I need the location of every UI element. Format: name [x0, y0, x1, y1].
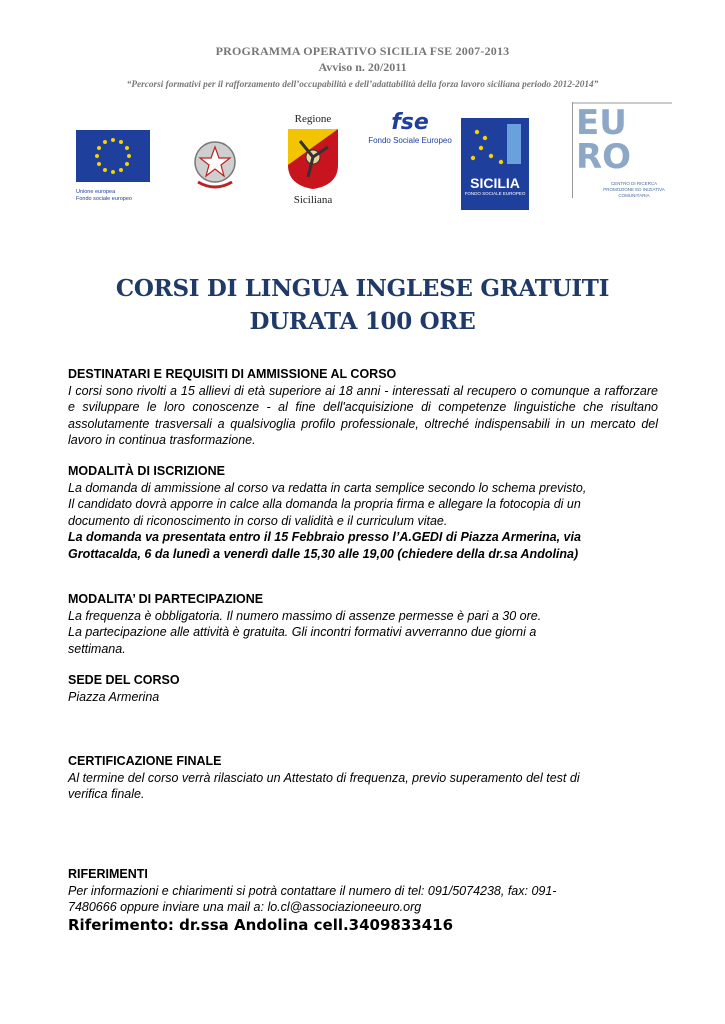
section-partecipazione [68, 591, 658, 657]
svg-text:RO: RO [576, 137, 632, 172]
trinacria-shield-icon [286, 127, 340, 191]
section-heading: MODALITÀ DI ISCRIZIONE [68, 464, 225, 478]
sicilia-label: SICILIA [470, 175, 520, 191]
stars-icon [461, 118, 529, 170]
eu-caption-line1: Unione europea [76, 189, 116, 195]
svg-text:EU: EU [576, 103, 627, 143]
fse-logo [362, 110, 458, 155]
section-destinatari [68, 366, 658, 449]
section-line: settimana. [68, 641, 126, 656]
section-sede [68, 672, 658, 705]
regione-top-text: Regione [294, 113, 332, 125]
section-line: La frequenza è obbligatoria. Il numero massimo di assenze permesse è pari a 30 ore. [68, 608, 542, 623]
star-emblem-icon [190, 138, 240, 194]
section-line: documento di riconoscimento in corso di validità e il curriculum vitae. [68, 513, 448, 528]
eu-logo [76, 130, 150, 200]
eu-flag-icon [76, 130, 150, 182]
sicilia-sub: FONDO SOCIALE EUROPEO [464, 191, 526, 196]
eu-caption-line2: Fondo sociale europeo [76, 195, 132, 202]
euro-caption: CENTRO DI RICERCA PROMOZIONE ED INIZIATIVA COMUNITARIA [603, 181, 665, 198]
section-heading: MODALITA’ DI PARTECIPAZIONE [68, 592, 264, 606]
program-subtitle: “Percorsi formativi per il rafforzamento dell’occupabilità e dell’adattabilità della forza lavoro siciliana periodo 2012-2014” [126, 80, 599, 90]
section-heading: CERTIFICAZIONE FINALE [68, 754, 222, 768]
section-line: La domanda di ammissione al corso va redatta in carta semplice secondo lo schema previsto, [68, 480, 587, 495]
notice-number: Avviso n. 20/2011 [318, 60, 407, 74]
section-line-bold: Grottacalda, 6 da lunedì a venerdì dalle 15,30 alle 19,00 (chiedere della dr.sa Andolina) [68, 546, 579, 561]
regione-bottom-text: Siciliana [293, 194, 333, 206]
italian-republic-emblem [190, 138, 240, 194]
main-title-line2: DURATA 100 ORE [249, 308, 476, 335]
euro-logo [572, 102, 672, 198]
contact-reference: Riferimento: dr.ssa Andolina cell.3409833416 [68, 916, 454, 934]
program-title: PROGRAMMA OPERATIVO SICILIA FSE 2007-2013 [215, 44, 510, 58]
section-iscrizione [68, 463, 658, 562]
section-heading: RIFERIMENTI [68, 867, 148, 881]
section-line: 7480666 oppure inviare una mail a: lo.cl@associazioneeuro.org [68, 900, 422, 914]
section-line: Il candidato dovrà apporre in calce alla domanda la propria firma e allegare la fotocopia di un [68, 497, 581, 511]
fse-mark: fse [391, 110, 429, 135]
section-line: Al termine del corso verrà rilasciato un Attestato di frequenza, previo superamento del test di [68, 770, 580, 785]
sicilia-fse-logo [461, 118, 529, 210]
section-riferimenti [68, 866, 658, 916]
section-line: verifica finale. [68, 787, 145, 801]
section-body: I corsi sono rivolti a 15 allievi di età superiore ai 18 anni - interessati al recupero o comunque a rafforzare e sviluppare le loro conoscenze - al fine dell'acquisizione di competenze linguistiche che risultano assolutamente trasversali a qualsivoglia profilo professionale, oltreché indispensabili in un mercato del lavoro in continua trasformazione. [68, 383, 658, 447]
section-heading: DESTINATARI E REQUISITI DI AMMISSIONE AL CORSO [68, 367, 397, 381]
main-title-line1: CORSI DI LINGUA INGLESE GRATUITI [115, 275, 610, 302]
fse-caption: Fondo Sociale Europeo [368, 136, 452, 145]
section-line-bold: La domanda va presentata entro il 15 Febbraio presso l’A.GEDI di Piazza Armerina, via [68, 530, 581, 544]
regione-siciliana-logo [282, 113, 344, 213]
section-line: La partecipazione alle attività è gratuita. Gli incontri formativi avverranno due giorni a [68, 625, 537, 639]
euro-letters-icon [572, 102, 672, 172]
section-body: Piazza Armerina [68, 689, 160, 704]
section-line: Per informazioni e chiarimenti si potrà contattare il numero di tel: 091/5074238, fax: 091- [68, 883, 557, 898]
eu-caption [76, 189, 150, 202]
section-heading: SEDE DEL CORSO [68, 673, 180, 687]
section-certificazione [68, 753, 658, 803]
